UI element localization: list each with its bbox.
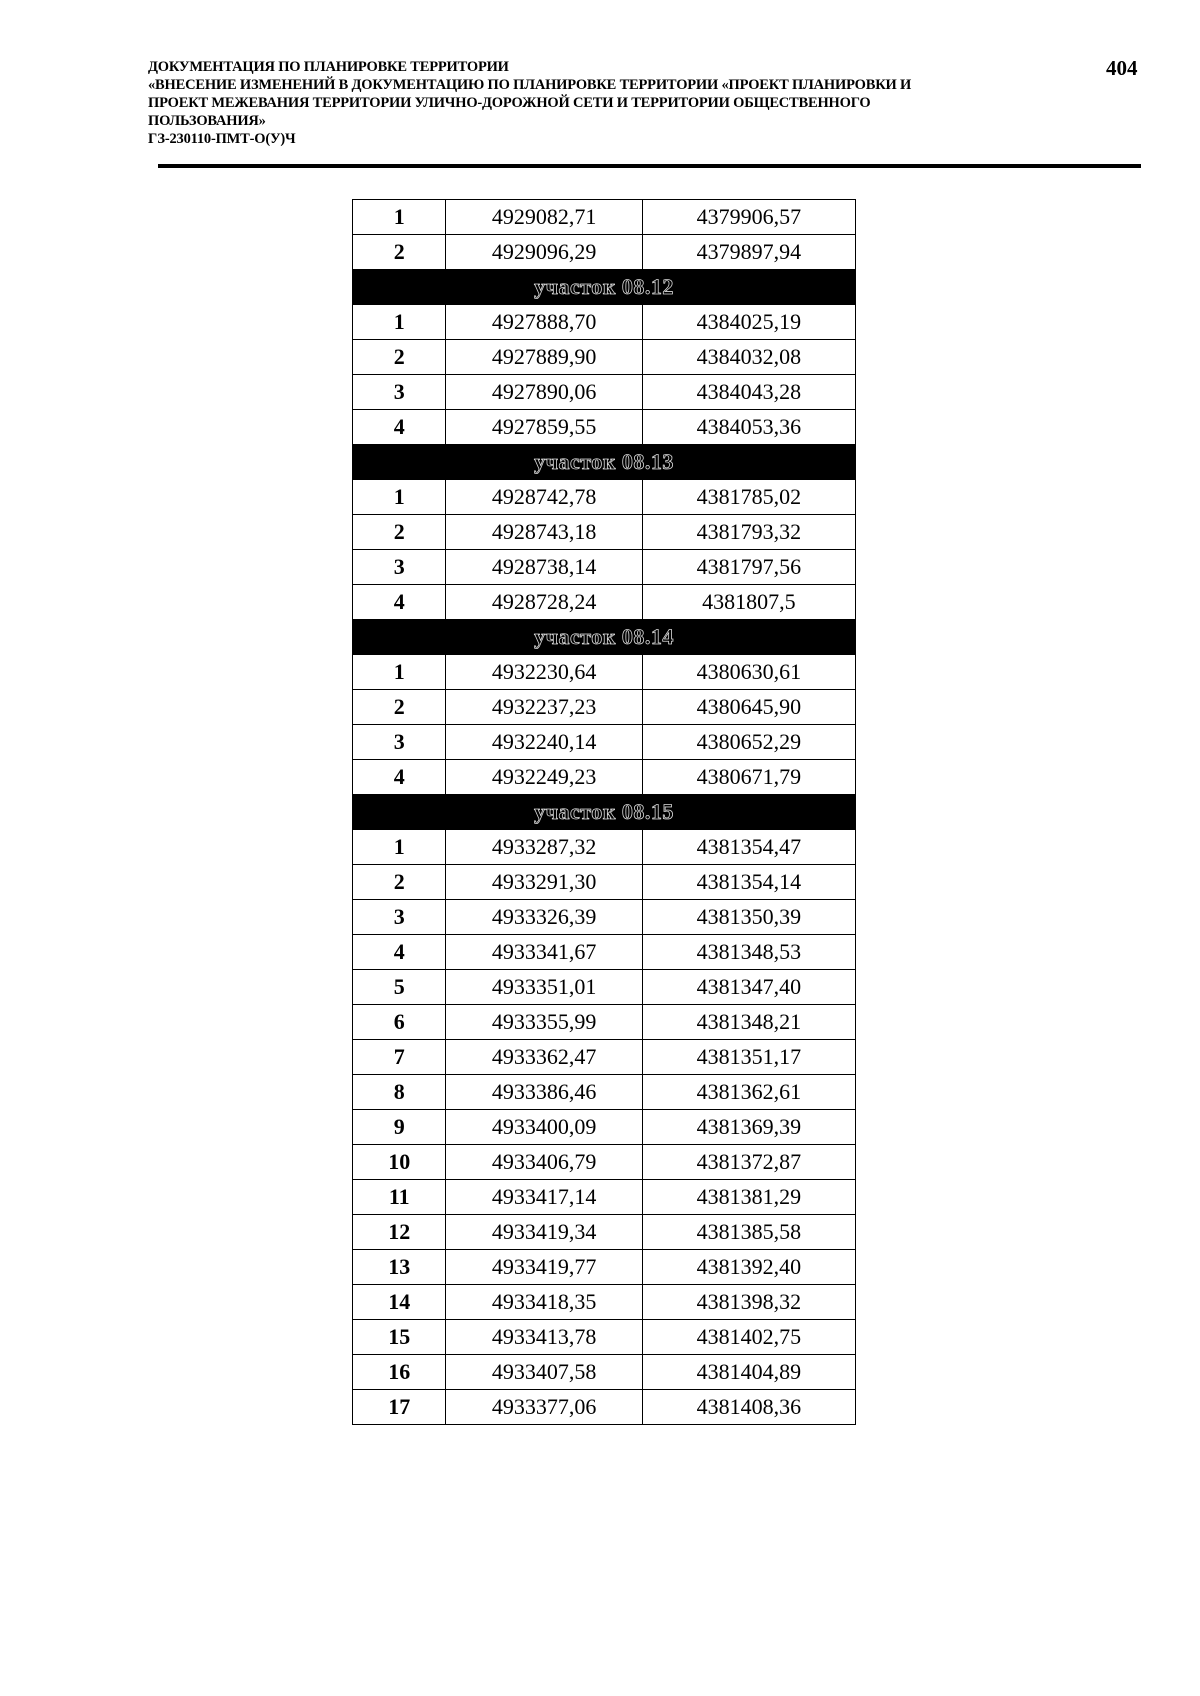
table-row xyxy=(353,1180,856,1215)
y-coordinate-cell: 4381369,39 xyxy=(642,1110,855,1145)
point-number-cell: 1 xyxy=(353,200,446,235)
x-coordinate-cell: 4933291,30 xyxy=(446,865,642,900)
y-coordinate-cell: 4380630,61 xyxy=(642,655,855,690)
page-number: 404 xyxy=(1106,56,1138,80)
x-coordinate-cell: 4928738,14 xyxy=(446,550,642,585)
x-coordinate-cell: 4933413,78 xyxy=(446,1320,642,1355)
x-coordinate-cell: 4933419,34 xyxy=(446,1215,642,1250)
table-row xyxy=(353,1320,856,1355)
table-row xyxy=(353,935,856,970)
point-number-cell: 1 xyxy=(353,480,446,515)
table-row xyxy=(353,550,856,585)
table-row xyxy=(353,1285,856,1320)
point-number-cell: 3 xyxy=(353,550,446,585)
point-number-cell: 3 xyxy=(353,900,446,935)
y-coordinate-cell: 4379906,57 xyxy=(642,200,855,235)
y-coordinate-cell: 4384053,36 xyxy=(642,410,855,445)
y-coordinate-cell: 4381354,47 xyxy=(642,830,855,865)
x-coordinate-cell: 4933377,06 xyxy=(446,1390,642,1425)
section-label: участок 08.13 xyxy=(353,445,856,480)
y-coordinate-cell: 4381350,39 xyxy=(642,900,855,935)
point-number-cell: 15 xyxy=(353,1320,446,1355)
header-line: ПОЛЬЗОВАНИЯ» xyxy=(148,113,266,129)
x-coordinate-cell: 4927890,06 xyxy=(446,375,642,410)
point-number-cell: 6 xyxy=(353,1005,446,1040)
y-coordinate-cell: 4381354,14 xyxy=(642,865,855,900)
y-coordinate-cell: 4381348,53 xyxy=(642,935,855,970)
y-coordinate-cell: 4381408,36 xyxy=(642,1390,855,1425)
point-number-cell: 1 xyxy=(353,305,446,340)
x-coordinate-cell: 4932230,64 xyxy=(446,655,642,690)
table-row xyxy=(353,725,856,760)
point-number-cell: 14 xyxy=(353,1285,446,1320)
point-number-cell: 16 xyxy=(353,1355,446,1390)
y-coordinate-cell: 4381402,75 xyxy=(642,1320,855,1355)
y-coordinate-cell: 4381793,32 xyxy=(642,515,855,550)
table-row xyxy=(353,375,856,410)
point-number-cell: 17 xyxy=(353,1390,446,1425)
x-coordinate-cell: 4933287,32 xyxy=(446,830,642,865)
table-row xyxy=(353,865,856,900)
y-coordinate-cell: 4381362,61 xyxy=(642,1075,855,1110)
x-coordinate-cell: 4933406,79 xyxy=(446,1145,642,1180)
y-coordinate-cell: 4381807,5 xyxy=(642,585,855,620)
table-row xyxy=(353,340,856,375)
x-coordinate-cell: 4933417,14 xyxy=(446,1180,642,1215)
y-coordinate-cell: 4381392,40 xyxy=(642,1250,855,1285)
point-number-cell: 4 xyxy=(353,760,446,795)
x-coordinate-cell: 4929096,29 xyxy=(446,235,642,270)
point-number-cell: 2 xyxy=(353,515,446,550)
x-coordinate-cell: 4933407,58 xyxy=(446,1355,642,1390)
x-coordinate-cell: 4933362,47 xyxy=(446,1040,642,1075)
y-coordinate-cell: 4381785,02 xyxy=(642,480,855,515)
x-coordinate-cell: 4933386,46 xyxy=(446,1075,642,1110)
x-coordinate-cell: 4928742,78 xyxy=(446,480,642,515)
x-coordinate-cell: 4933355,99 xyxy=(446,1005,642,1040)
table-row xyxy=(353,655,856,690)
y-coordinate-cell: 4384043,28 xyxy=(642,375,855,410)
x-coordinate-cell: 4932237,23 xyxy=(446,690,642,725)
header-line: ДОКУМЕНТАЦИЯ ПО ПЛАНИРОВКЕ ТЕРРИТОРИИ xyxy=(148,59,509,75)
point-number-cell: 10 xyxy=(353,1145,446,1180)
table-row xyxy=(353,1145,856,1180)
table-row xyxy=(353,1215,856,1250)
table-row xyxy=(353,585,856,620)
header-divider xyxy=(158,164,1141,168)
table-row xyxy=(353,830,856,865)
y-coordinate-cell: 4381404,89 xyxy=(642,1355,855,1390)
table-row xyxy=(353,970,856,1005)
y-coordinate-cell: 4381398,32 xyxy=(642,1285,855,1320)
table-row xyxy=(353,760,856,795)
point-number-cell: 1 xyxy=(353,655,446,690)
point-number-cell: 7 xyxy=(353,1040,446,1075)
x-coordinate-cell: 4927888,70 xyxy=(446,305,642,340)
table-row xyxy=(353,235,856,270)
header-line: ПРОЕКТ МЕЖЕВАНИЯ ТЕРРИТОРИИ УЛИЧНО-ДОРОЖНОЙ СЕТИ И ТЕРРИТОРИИ ОБЩЕСТВЕННОГО xyxy=(148,95,871,111)
point-number-cell: 3 xyxy=(353,725,446,760)
point-number-cell: 11 xyxy=(353,1180,446,1215)
y-coordinate-cell: 4381385,58 xyxy=(642,1215,855,1250)
point-number-cell: 2 xyxy=(353,690,446,725)
y-coordinate-cell: 4381381,29 xyxy=(642,1180,855,1215)
point-number-cell: 4 xyxy=(353,935,446,970)
point-number-cell: 4 xyxy=(353,585,446,620)
y-coordinate-cell: 4381348,21 xyxy=(642,1005,855,1040)
table-row xyxy=(353,480,856,515)
section-header-row xyxy=(353,445,856,480)
section-label: участок 08.12 xyxy=(353,270,856,305)
y-coordinate-cell: 4380671,79 xyxy=(642,760,855,795)
y-coordinate-cell: 4381347,40 xyxy=(642,970,855,1005)
point-number-cell: 1 xyxy=(353,830,446,865)
x-coordinate-cell: 4927859,55 xyxy=(446,410,642,445)
table-row xyxy=(353,690,856,725)
table-row xyxy=(353,1110,856,1145)
y-coordinate-cell: 4380645,90 xyxy=(642,690,855,725)
table-row xyxy=(353,515,856,550)
x-coordinate-cell: 4928728,24 xyxy=(446,585,642,620)
point-number-cell: 2 xyxy=(353,340,446,375)
point-number-cell: 4 xyxy=(353,410,446,445)
table-row xyxy=(353,200,856,235)
point-number-cell: 3 xyxy=(353,375,446,410)
x-coordinate-cell: 4927889,90 xyxy=(446,340,642,375)
y-coordinate-cell: 4381351,17 xyxy=(642,1040,855,1075)
table-row xyxy=(353,1355,856,1390)
section-header-row xyxy=(353,270,856,305)
point-number-cell: 8 xyxy=(353,1075,446,1110)
x-coordinate-cell: 4933418,35 xyxy=(446,1285,642,1320)
coordinates-table xyxy=(352,199,856,1425)
y-coordinate-cell: 4381372,87 xyxy=(642,1145,855,1180)
point-number-cell: 2 xyxy=(353,865,446,900)
y-coordinate-cell: 4384032,08 xyxy=(642,340,855,375)
table-row xyxy=(353,1040,856,1075)
coordinates-table-body xyxy=(353,200,856,1425)
x-coordinate-cell: 4929082,71 xyxy=(446,200,642,235)
table-row xyxy=(353,900,856,935)
point-number-cell: 5 xyxy=(353,970,446,1005)
x-coordinate-cell: 4933341,67 xyxy=(446,935,642,970)
document-header xyxy=(148,58,1048,148)
y-coordinate-cell: 4381797,56 xyxy=(642,550,855,585)
table-row xyxy=(353,1390,856,1425)
point-number-cell: 9 xyxy=(353,1110,446,1145)
y-coordinate-cell: 4384025,19 xyxy=(642,305,855,340)
table-row xyxy=(353,1005,856,1040)
table-row xyxy=(353,1250,856,1285)
document-code: ГЗ-230110-ПМТ-О(У)Ч xyxy=(148,131,296,147)
point-number-cell: 13 xyxy=(353,1250,446,1285)
x-coordinate-cell: 4932249,23 xyxy=(446,760,642,795)
y-coordinate-cell: 4379897,94 xyxy=(642,235,855,270)
section-label: участок 08.15 xyxy=(353,795,856,830)
table-row xyxy=(353,1075,856,1110)
section-label: участок 08.14 xyxy=(353,620,856,655)
x-coordinate-cell: 4932240,14 xyxy=(446,725,642,760)
header-line: «ВНЕСЕНИЕ ИЗМЕНЕНИЙ В ДОКУМЕНТАЦИЮ ПО ПЛАНИРОВКЕ ТЕРРИТОРИИ «ПРОЕКТ ПЛАНИРОВКИ И xyxy=(148,77,912,93)
section-header-row xyxy=(353,795,856,830)
point-number-cell: 12 xyxy=(353,1215,446,1250)
x-coordinate-cell: 4933326,39 xyxy=(446,900,642,935)
x-coordinate-cell: 4928743,18 xyxy=(446,515,642,550)
x-coordinate-cell: 4933400,09 xyxy=(446,1110,642,1145)
x-coordinate-cell: 4933419,77 xyxy=(446,1250,642,1285)
section-header-row xyxy=(353,620,856,655)
y-coordinate-cell: 4380652,29 xyxy=(642,725,855,760)
x-coordinate-cell: 4933351,01 xyxy=(446,970,642,1005)
table-row xyxy=(353,410,856,445)
table-row xyxy=(353,305,856,340)
point-number-cell: 2 xyxy=(353,235,446,270)
